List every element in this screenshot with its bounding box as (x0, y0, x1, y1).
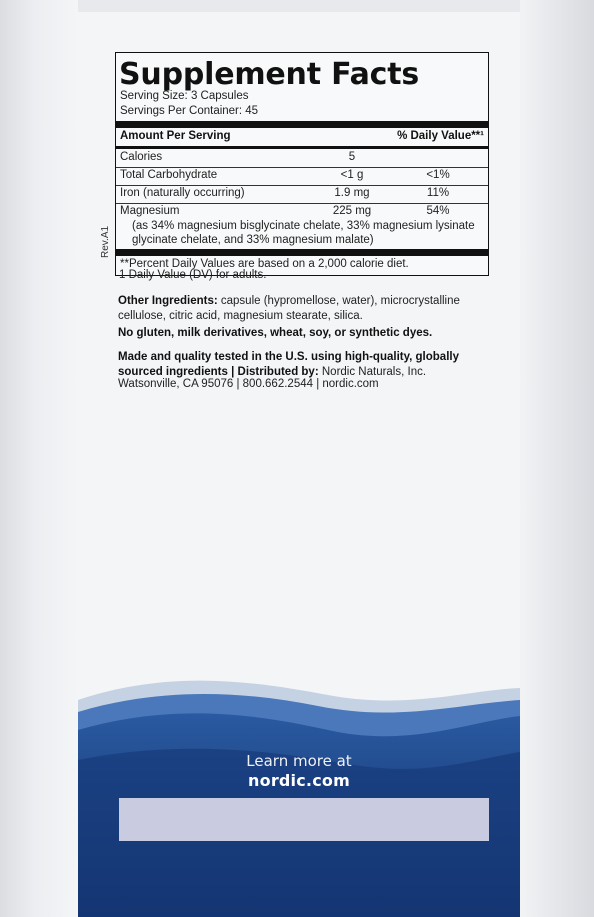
row-divider (116, 167, 488, 168)
box-side-shadow-left (0, 0, 78, 917)
other-ingredients-text: capsule (hypromellose, water), microcrystalline cellulose, citric acid, magnesium stearate, silica. (118, 295, 460, 322)
nutrient-name: Iron (naturally occurring) (120, 187, 245, 199)
other-ingredients (118, 294, 502, 324)
nutrient-amount: 1.9 mg (334, 187, 370, 199)
nutrient-amount: 225 mg (332, 205, 372, 217)
nutrient-dv: 11% (426, 187, 450, 199)
facts-rule-mid (116, 146, 488, 149)
facts-rule-thick (116, 121, 488, 128)
supplement-facts-panel (115, 52, 489, 276)
made-in-bold: Made and quality tested in the U.S. using high-quality, globally sourced ingredients | Distributed by: (118, 351, 459, 378)
servings-per-container: Servings Per Container: 45 (120, 105, 259, 117)
distributor-name: Nordic Naturals, Inc. (318, 366, 427, 378)
box-top-edge (78, 0, 520, 12)
made-in-statement (118, 350, 502, 380)
revision-label: Rev.A1 (100, 225, 111, 258)
header-daily-value: % Daily Value**¹ (397, 130, 484, 142)
other-ingredients-label: Other Ingredients: (118, 295, 218, 307)
learn-more-text: Learn more at (246, 752, 352, 770)
nutrient-name: Total Carbohydrate (120, 169, 218, 181)
table-row (116, 169, 488, 186)
distributor-address: Watsonville, CA 95076 | 800.662.2544 | nordic.com (118, 378, 379, 390)
magnesium-source-note: (as 34% magnesium bisglycinate chelate, 33% magnesium lysinate glycinate chelate, and 33% magnesium malate) (132, 220, 475, 246)
header-amount-per-serving: Amount Per Serving (120, 130, 231, 142)
nutrient-dv: 54% (426, 205, 450, 217)
serving-size: Serving Size: 3 Capsules (120, 90, 249, 102)
facts-title: Supplement Facts (119, 57, 420, 92)
nutrient-amount: <1 g (340, 169, 364, 181)
nutrient-name: Calories (120, 151, 163, 163)
facts-rule-thick (116, 249, 488, 256)
row-divider (116, 185, 488, 186)
learn-more-url: nordic.com (248, 771, 350, 790)
row-divider (116, 203, 488, 204)
table-row (116, 187, 488, 204)
table-row (116, 151, 488, 168)
footnote-percent-dv: **Percent Daily Values are based on a 2,000 calorie diet. (120, 258, 409, 270)
nutrient-name: Magnesium (120, 205, 180, 217)
blank-label-area (119, 798, 489, 841)
box-side-shadow-right (520, 0, 594, 917)
nutrient-amount: 5 (348, 151, 356, 163)
footnote-dv-adults: 1 Daily Value (DV) for adults. (119, 269, 267, 281)
free-from-statement: No gluten, milk derivatives, wheat, soy, or synthetic dyes. (118, 327, 433, 339)
nutrient-dv: <1% (426, 169, 450, 181)
